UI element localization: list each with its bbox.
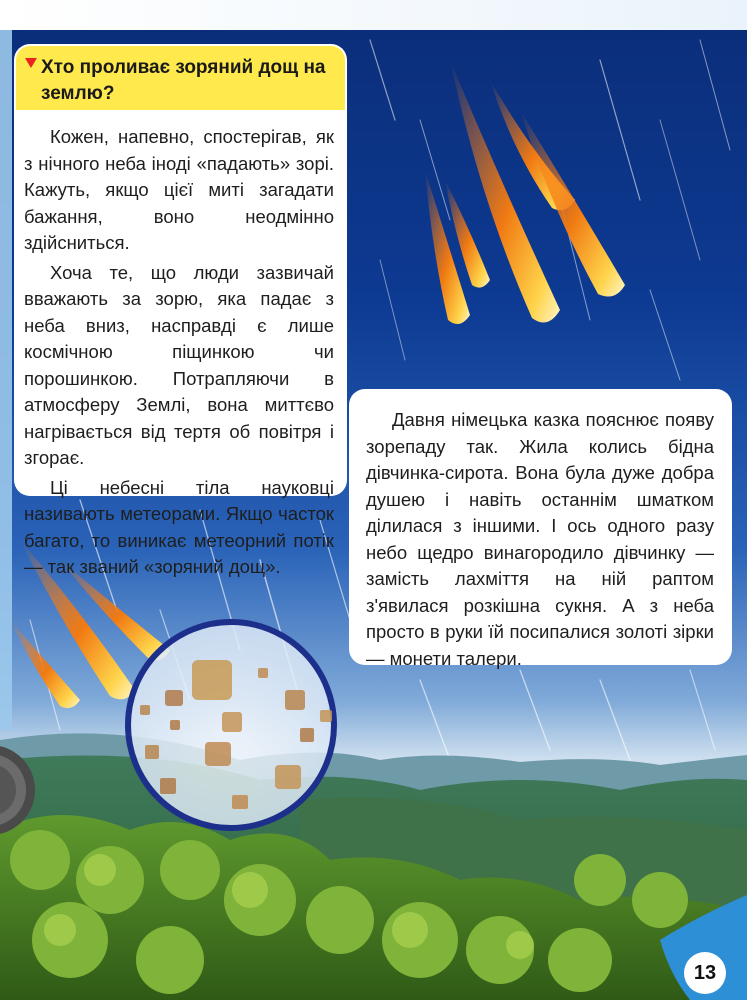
- magnifier-lens: [128, 622, 334, 828]
- top-band: [0, 0, 747, 30]
- left-border-strip: [0, 30, 12, 730]
- paragraph: Кожен, напевно, спостерігав, як з нічного неба іноді «падають» зорі. Кажуть, якщо цієї миті загадати бажання, воно неодмінно здійсниться.: [24, 126, 334, 253]
- page-number: 13: [684, 952, 726, 994]
- paragraph: Давня німецька казка пояснює появу зорепаду так. Жила колись бідна дівчинка-сирота. Вона була дуже добра душею і навіть останнім шматком ділилася з іншими. І ось одного разу небо щедро винагородило дівчинку — замість лахміття на ній раптом з'явилася розкішна сукня. А з неба просто в руки їй посипалися золоті зірки — монети талери.: [366, 409, 714, 669]
- right-body-text: [366, 407, 714, 672]
- section-heading: Хто проливає зоряний дощ на землю?: [41, 57, 326, 104]
- paragraph: Хоча те, що люди зазвичай вважають за зорю, яка падає з неба вниз, насправді є лише космічною піщинкою чи порошинкою. Потрапляючи в атмосферу Землі, вона миттєво нагрівається від тертя об повітря і згорає.: [24, 261, 334, 468]
- paragraph: Ці небесні тіла науковці називають метеорами. Якщо часток багато, то виникає метеорний потік — так званий «зоряний дощ».: [24, 476, 334, 577]
- left-body-text: [24, 124, 334, 581]
- triangle-marker-icon: [25, 58, 37, 68]
- meteors-upper: [425, 60, 625, 324]
